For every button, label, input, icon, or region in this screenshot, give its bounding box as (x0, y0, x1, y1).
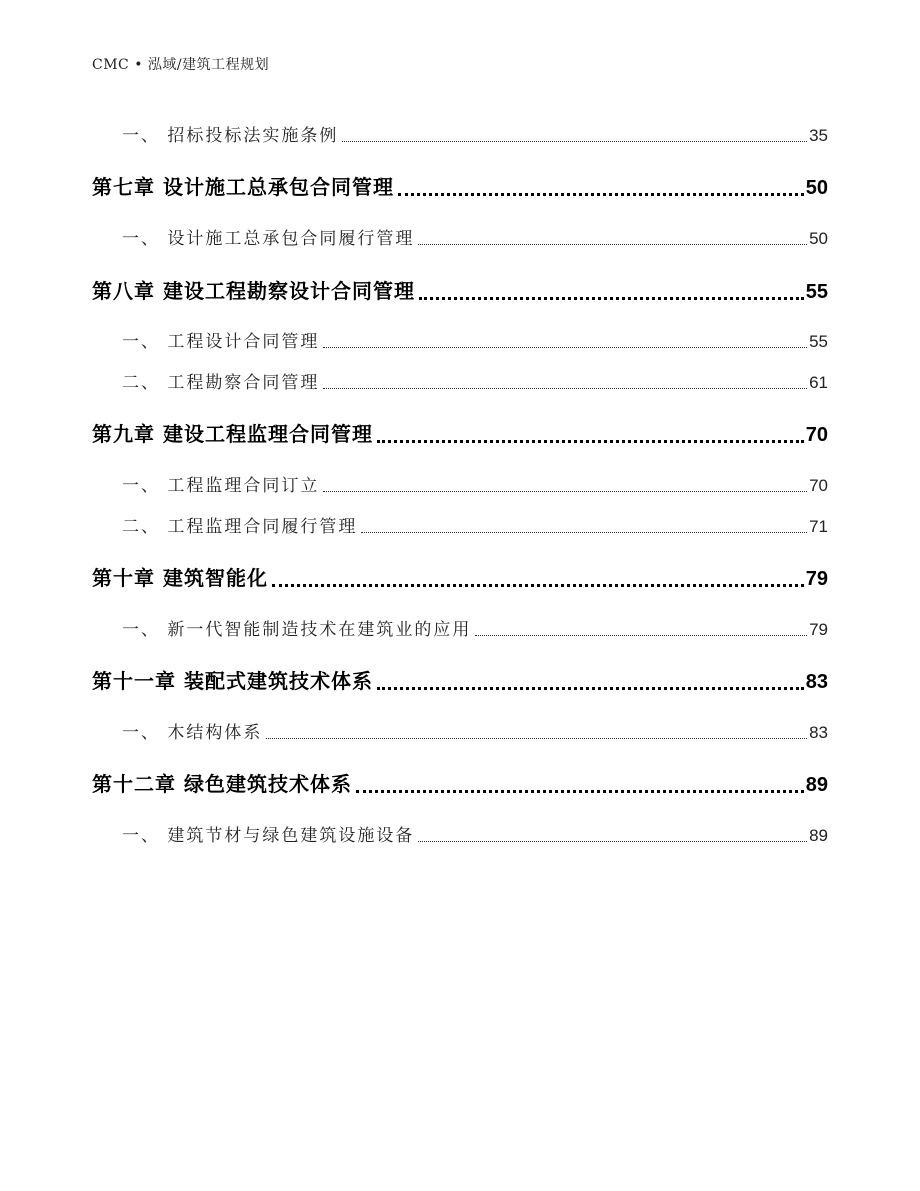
toc-entry-section[interactable] (92, 471, 828, 496)
dot-leader (475, 635, 807, 636)
toc-entry-label: 一、 招标投标法实施条例 (122, 126, 339, 146)
toc-entry-chapter[interactable] (92, 275, 828, 304)
toc-page-number: 55 (809, 332, 828, 351)
toc-entry-chapter[interactable] (92, 665, 828, 694)
dot-leader (323, 388, 807, 389)
dot-leader (323, 491, 807, 492)
toc-entry-label: 一、 设计施工总承包合同履行管理 (122, 229, 415, 249)
toc-entry-section[interactable] (92, 821, 828, 846)
dot-leader (418, 244, 807, 245)
dot-leader (342, 141, 807, 142)
dot-leader (418, 841, 807, 842)
toc-entry-section[interactable] (92, 615, 828, 640)
dot-leader (377, 687, 804, 690)
toc-entry-label: 一、 木结构体系 (122, 723, 263, 743)
toc-entry-label: 二、 工程监理合同履行管理 (122, 517, 358, 537)
toc-page-number: 79 (809, 620, 828, 639)
toc-page-number: 83 (809, 723, 828, 742)
dot-leader (419, 297, 804, 300)
dot-leader (323, 347, 807, 348)
toc-entry-section[interactable] (92, 718, 828, 743)
toc-entry-label: 第九章 建设工程监理合同管理 (92, 422, 373, 446)
toc-page-number: 35 (809, 126, 828, 145)
toc-page-number: 79 (805, 568, 828, 590)
toc-entry-chapter[interactable] (92, 171, 828, 200)
toc-page-number: 70 (805, 424, 828, 446)
toc-entry-label: 一、 新一代智能制造技术在建筑业的应用 (122, 620, 472, 640)
toc-page-number: 55 (805, 281, 828, 303)
toc-entry-label: 一、 建筑节材与绿色建筑设施设备 (122, 826, 415, 846)
toc-entry-label: 第十章 建筑智能化 (92, 566, 268, 590)
toc-entry-chapter[interactable] (92, 768, 828, 797)
toc-page-number: 70 (809, 476, 828, 495)
dot-leader (356, 790, 804, 793)
toc-page-number: 89 (805, 774, 828, 796)
toc-entry-label: 一、 工程监理合同订立 (122, 476, 320, 496)
toc-entry-section[interactable] (92, 327, 828, 352)
toc-entry-section[interactable] (92, 224, 828, 249)
toc-entry-chapter[interactable] (92, 562, 828, 591)
header-divider (92, 84, 828, 85)
toc-entry-label: 第十一章 装配式建筑技术体系 (92, 669, 373, 693)
toc-entry-label: 一、 工程设计合同管理 (122, 332, 320, 352)
dot-leader (272, 584, 804, 587)
dot-leader (398, 193, 804, 196)
toc-page-number: 50 (809, 229, 828, 248)
dot-leader (361, 532, 807, 533)
toc-entry-chapter[interactable] (92, 418, 828, 447)
dot-leader (377, 440, 804, 443)
dot-leader (266, 738, 807, 739)
toc-entry-label: 第七章 设计施工总承包合同管理 (92, 175, 394, 199)
toc-page-number: 89 (809, 826, 828, 845)
toc-page-number: 83 (805, 671, 828, 693)
toc-page-number: 71 (809, 517, 828, 536)
toc-entry-section[interactable] (92, 368, 828, 393)
toc-entry-section[interactable] (92, 512, 828, 537)
page-header: CMC • 泓域/建筑工程规划 (92, 57, 270, 73)
toc-entry-section[interactable] (92, 121, 828, 146)
toc-page-number: 61 (809, 373, 828, 392)
toc-entry-label: 第八章 建设工程勘察设计合同管理 (92, 279, 415, 303)
toc-page-number: 50 (805, 177, 828, 199)
toc-entry-label: 二、 工程勘察合同管理 (122, 373, 320, 393)
toc-entry-label: 第十二章 绿色建筑技术体系 (92, 772, 352, 796)
